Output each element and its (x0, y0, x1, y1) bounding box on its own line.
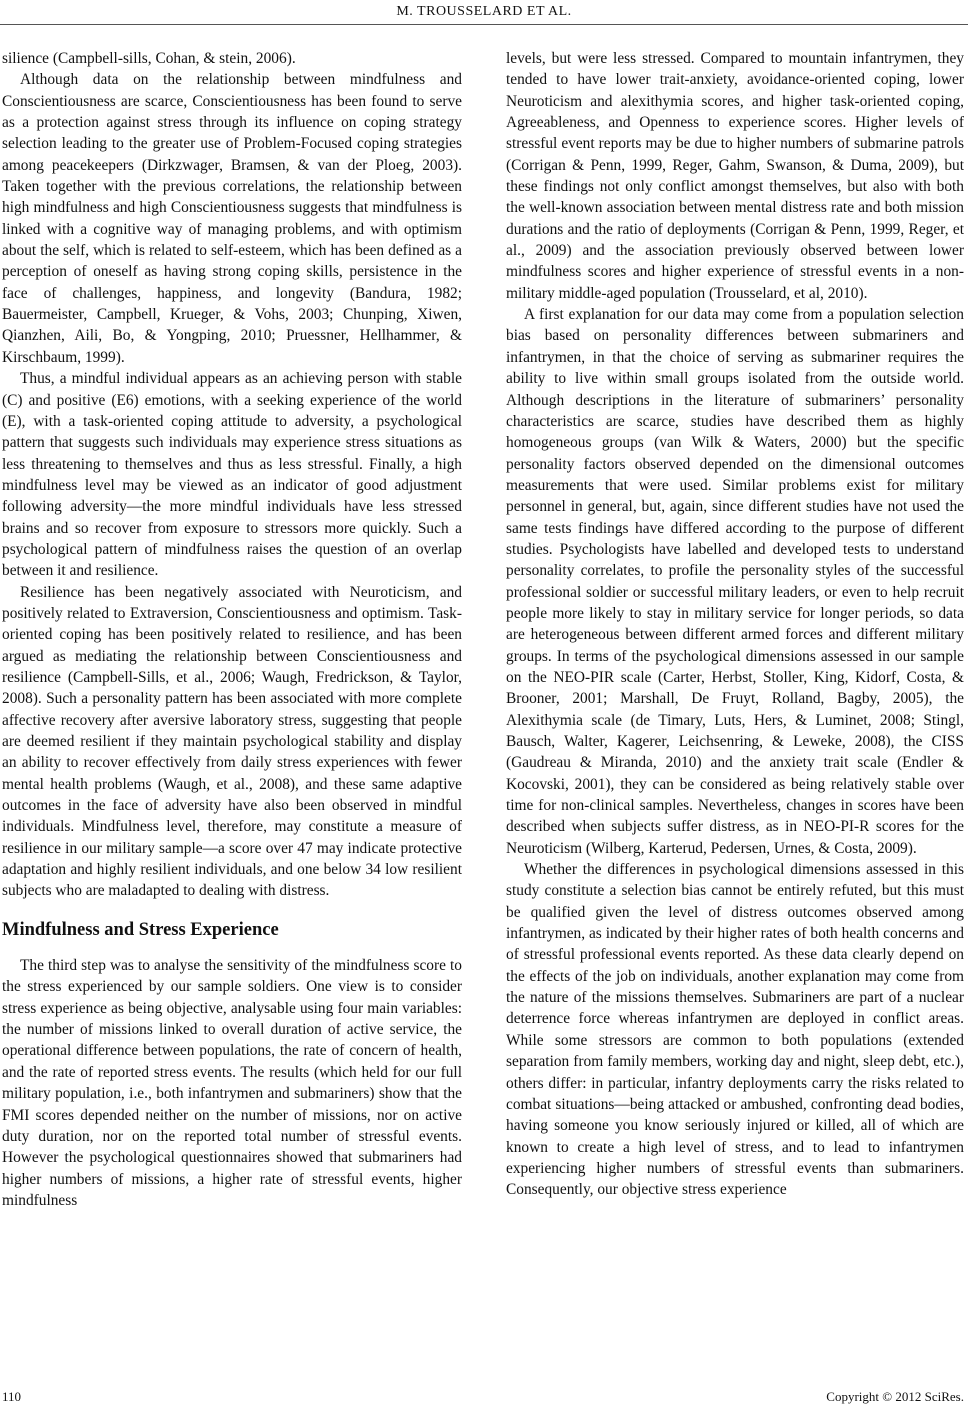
copyright-notice: Copyright © 2012 SciRes. (826, 1389, 964, 1404)
paragraph: levels, but were less stressed. Compared to mountain infantrymen, they tended to have lower trait-anxiety, avoidance-oriented coping, lower Neuroticism and alexithymia scores, and higher task-oriented coping, Agreeableness, and Openness to experience scores. Higher levels of stressful event reports may be due to higher numbers of submarine patrols (Corrigan & Penn, 1999, Reger, Gahm, Swanson, & Duma, 2009), but these findings not only conflict amongst themselves, but also with both the well-known association between mental distress rate and both mission durations and the ratio of deployments (Corrigan & Penn, 1999, Reger, et al., 2009) and the association previously observed between lower mindfulness scores and higher experience of stressful events in a non-military middle-aged population (Trousselard, et al, 2010). (506, 50, 964, 302)
page-number: 110 (2, 1389, 22, 1404)
paragraph: Although data on the relationship between mindfulness and Conscientiousness are scarce, Conscientiousness has been found to serve as a protection against stress through its influence on coping strategy selection leading to the greater use of Problem-Focused coping strategies among peacekeepers (Dirkzwager, Bramsen, & van der Ploeg, 2003). Taken together with the previous correlations, the relationship between high mindfulness and high Conscientiousness suggests that mindfulness is linked with a cognitive way of managing problems, and with optimism about the self, which is related to self-esteem, which has been defined as a perception of oneself as having strong coping skills, persistence in the face of challenges, happiness, and longevity (Bandura, 1982; Bauermeister, Campbell, Krueger, & Vohs, 2003; Chunping, Xiwen, Qianzhen, Aili, Bo, & Yongping, 2010; Pruessner, Hellhammer, & Kirschbaum, 1999). (2, 71, 462, 366)
paragraph: A first explanation for our data may come from a population selection bias based on personality differences between submariners and infantrymen, in that the choice of serving as submariner requires the ability to live within small groups isolated from the outside world. Although descriptions in the literature of submariners’ personality characteristics are scarce, studies have described them as highly homogeneous groups (van Wilk & Waters, 2000) but the specific personality factors observed depended on the dimensional outcomes measurements that were used. Similar problems exist for military personnel in general, but, again, since different studies have not used the same tests findings have differed according to the purpose of different studies. Psychologists have labelled and developed tests to understand personality correlates, to profile the personality styles of the successful professional soldier or successful military leaders, or even to help recruit people more likely to stay in military service for longer periods, so data are heterogeneous between different armed forces and different military groups. In terms of the psychological dimensions assessed in our sample on the NEO-PIR scale (Carter, Herbst, Stoller, King, Kidorf, Costa, & Brooner, 2001; Marshall, De Fruyt, Rolland, Bagby, 2005), the Alexithymia scale (de Timary, Luts, Hers, & Luminet, 2008; Stingl, Bausch, Walter, Kagerer, Leichsenring, & Leweke, 2008), the CISS (Gaudreau & Miranda, 2010) and the anxiety trait scale (Endler & Kocovski, 2001), they can be considered as being relatively stable over time for non-clinical samples. Nevertheless, changes in scores have been described when subjects suffer distress, as in NEO-PI-R scores for the Neuroticism (Wilberg, Karterud, Pedersen, Urnes, & Costa, 2009). (506, 306, 964, 857)
paragraph: Resilience has been negatively associated with Neuroticism, and positively related to Extraversion, Conscientiousness and optimism. Task-oriented coping has been positively related to resilience, and has been argued as mediating the relationship between Conscientiousness and resilience (Campbell-Sills, et al., 2006; Waugh, Fredrickson, & Taylor, 2008). Such a personality pattern has been associated with more complete affective recovery after aversive laboratory stress, suggesting that people are deemed resilient if they maintain psychological stability and display an ability to recover effectively from daily stress experiences with fewer mental health problems (Waugh, et al., 2008), and these same adaptive outcomes in the face of adversity have also been observed in mindful individuals. Mindfulness level, therefore, may constitute a measure of resilience in our military sample—a score over 47 may indicate protective adaptation and highly resilient individuals, and one below 34 low resilient subjects who are maladapted to dealing with distress. (2, 583, 462, 900)
paragraph: Thus, a mindful individual appears as an achieving person with stable (C) and positive (E6) emotions, with a seeking experience of the world (E), with a task-oriented coping attitude to adversity, a psychological pattern that suggests such individuals may experience stress situations as less threatening to themselves and thus as less stressful. Finally, a high mindfulness level may be viewed as an indicator of good adjustment following adversity—the more mindful individuals have less stressed brains and so recover from exposure to stressors more quickly. Such a psychological pattern of mindfulness raises the question of an overlap between it and resilience. (2, 370, 462, 580)
paragraph: The third step was to analyse the sensitivity of the mindfulness score to the stress experienced by our sample soldiers. One view is to consider stress experience as being objective, analysable using four main variables: the number of missions linked to overall duration of active service, the operational difference between populations, the rate of concern of health, and the rate of reported stress events. The results (which held for our full military population, i.e., both infantrymen and submariners) show that the FMI scores depended neither on the number of missions, nor on active duty duration, nor on the reported total number of stressful events. However the psychological questionnaires showed that submariners had higher numbers of missions, a higher rate of stressful events, higher mindfulness (2, 957, 462, 1209)
paragraph: Whether the differences in psychological dimensions assessed in this study constitute a selection bias cannot be entirely refuted, but this must be qualified given the level of distress outcomes observed among infantrymen, as indicated by their higher rates of both health concerns and of stressful professional events reported. As these data clearly depend on the effects of the job on individuals, another explanation may come from the nature of the missions themselves. Submariners are part of a nuclear deterrence force whereas infantrymen are deployed in conflict areas. While some stressors are common to both populations (extended separation from family members, working day and night, sleep debt, etc.), others differ: in particular, infantry deployments carry the risks related to combat situations—being attacked or ambushed, confronting dead bodies, having someone you know seriously injured or killed, all of which are known to create a high level of stress, and to lead to infantrymen experiencing higher numbers of stressful events than submariners. Consequently, our objective stress experience (506, 861, 964, 1199)
header-rule (0, 24, 968, 25)
left-column (2, 48, 462, 1211)
running-head: M. TROUSSELARD ET AL. (396, 4, 572, 19)
right-column (506, 48, 964, 1201)
section-heading: Mindfulness and Stress Experience (2, 919, 279, 940)
paragraph: silience (Campbell-sills, Cohan, & stein, 2006). (2, 50, 296, 67)
